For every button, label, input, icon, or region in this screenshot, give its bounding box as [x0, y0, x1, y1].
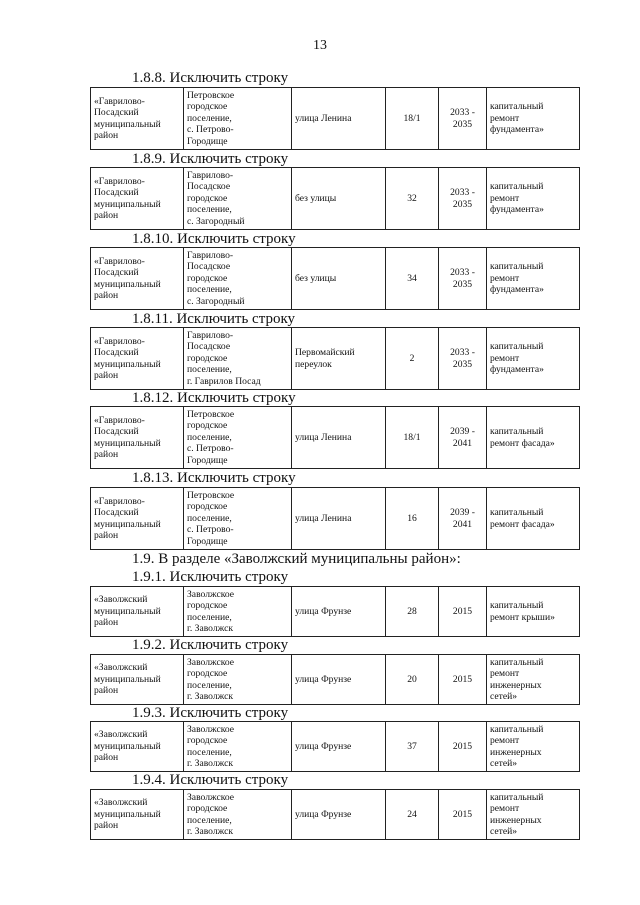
- settlement-cell: Петровское городское поселение, с. Петрово- Городище: [184, 407, 292, 469]
- street-cell: улица Ленина: [292, 488, 386, 550]
- section-heading: 1.9.2. Исключить строку: [132, 637, 289, 653]
- street-cell: улица Фрунзе: [292, 655, 386, 705]
- table-row: [90, 87, 580, 150]
- section-heading: 1.9.1. Исключить строку: [132, 569, 289, 585]
- district-cell: «Заволжский муниципальный район: [91, 655, 184, 705]
- table-row: [90, 789, 580, 840]
- table-row: [90, 487, 580, 550]
- street-cell: улица Фрунзе: [292, 790, 386, 840]
- page-number: 13: [313, 38, 327, 53]
- section-heading: 1.8.11. Исключить строку: [132, 311, 296, 327]
- section-heading: 1.9.4. Исключить строку: [132, 772, 289, 788]
- street-cell: улица Ленина: [292, 88, 386, 150]
- section-heading: 1.8.10. Исключить строку: [132, 231, 296, 247]
- district-cell: «Гаврилово- Посадский муниципальный район: [91, 407, 184, 469]
- section-heading: 1.8.12. Исключить строку: [132, 390, 296, 406]
- house-number-cell: 18/1: [386, 407, 439, 469]
- district-cell: «Заволжский муниципальный район: [91, 722, 184, 772]
- work-type-cell: капитальный ремонт инженерных сетей»: [487, 790, 580, 840]
- settlement-cell: Гаврилово- Посадское городское поселение, г. Гаврилов Посад: [184, 328, 292, 390]
- table-row: [90, 247, 580, 310]
- section-heading: 1.8.13. Исключить строку: [132, 470, 296, 486]
- house-number-cell: 20: [386, 655, 439, 705]
- table-row: [90, 654, 580, 705]
- street-cell: без улицы: [292, 168, 386, 230]
- house-number-cell: 28: [386, 587, 439, 637]
- house-number-cell: 18/1: [386, 88, 439, 150]
- settlement-cell: Заволжское городское поселение, г. Заволжск: [184, 655, 292, 705]
- work-type-cell: капитальный ремонт фундамента»: [487, 248, 580, 310]
- section-heading: 1.8.9. Исключить строку: [132, 151, 289, 167]
- years-cell: 2033 - 2035: [439, 328, 487, 390]
- district-cell: «Гаврилово- Посадский муниципальный район: [91, 248, 184, 310]
- table-row: [90, 406, 580, 469]
- table-row: [90, 327, 580, 390]
- years-cell: 2015: [439, 655, 487, 705]
- work-type-cell: капитальный ремонт фасада»: [487, 488, 580, 550]
- work-type-cell: капитальный ремонт фундамента»: [487, 168, 580, 230]
- years-cell: 2039 - 2041: [439, 488, 487, 550]
- years-cell: 2033 - 2035: [439, 248, 487, 310]
- district-cell: «Гаврилово- Посадский муниципальный район: [91, 488, 184, 550]
- work-type-cell: капитальный ремонт инженерных сетей»: [487, 722, 580, 772]
- house-number-cell: 32: [386, 168, 439, 230]
- settlement-cell: Петровское городское поселение, с. Петрово- Городище: [184, 488, 292, 550]
- street-cell: Первомайский переулок: [292, 328, 386, 390]
- years-cell: 2015: [439, 587, 487, 637]
- house-number-cell: 34: [386, 248, 439, 310]
- house-number-cell: 2: [386, 328, 439, 390]
- settlement-cell: Заволжское городское поселение, г. Заволжск: [184, 790, 292, 840]
- settlement-cell: Заволжское городское поселение, г. Заволжск: [184, 587, 292, 637]
- work-type-cell: капитальный ремонт фундамента»: [487, 328, 580, 390]
- section-heading: 1.8.8. Исключить строку: [132, 70, 289, 86]
- work-type-cell: капитальный ремонт фасада»: [487, 407, 580, 469]
- table-row: [90, 167, 580, 230]
- table-row: [90, 721, 580, 772]
- section-heading: 1.9.3. Исключить строку: [132, 705, 289, 721]
- settlement-cell: Гаврилово- Посадское городское поселение, с. Загородный: [184, 168, 292, 230]
- house-number-cell: 16: [386, 488, 439, 550]
- house-number-cell: 24: [386, 790, 439, 840]
- district-cell: «Заволжский муниципальный район: [91, 587, 184, 637]
- years-cell: 2033 - 2035: [439, 88, 487, 150]
- district-cell: «Гаврилово- Посадский муниципальный район: [91, 168, 184, 230]
- section-1-9-heading: 1.9. В разделе «Заволжский муниципальны район»:: [132, 551, 461, 567]
- house-number-cell: 37: [386, 722, 439, 772]
- street-cell: улица Фрунзе: [292, 722, 386, 772]
- street-cell: улица Ленина: [292, 407, 386, 469]
- work-type-cell: капитальный ремонт фундамента»: [487, 88, 580, 150]
- district-cell: «Заволжский муниципальный район: [91, 790, 184, 840]
- years-cell: 2033 - 2035: [439, 168, 487, 230]
- settlement-cell: Петровское городское поселение, с. Петрово- Городище: [184, 88, 292, 150]
- settlement-cell: Гаврилово- Посадское городское поселение, с. Загородный: [184, 248, 292, 310]
- settlement-cell: Заволжское городское поселение, г. Заволжск: [184, 722, 292, 772]
- work-type-cell: капитальный ремонт крыши»: [487, 587, 580, 637]
- table-row: [90, 586, 580, 637]
- years-cell: 2015: [439, 790, 487, 840]
- district-cell: «Гаврилово- Посадский муниципальный район: [91, 328, 184, 390]
- years-cell: 2039 - 2041: [439, 407, 487, 469]
- work-type-cell: капитальный ремонт инженерных сетей»: [487, 655, 580, 705]
- district-cell: «Гаврилово- Посадский муниципальный район: [91, 88, 184, 150]
- street-cell: без улицы: [292, 248, 386, 310]
- street-cell: улица Фрунзе: [292, 587, 386, 637]
- years-cell: 2015: [439, 722, 487, 772]
